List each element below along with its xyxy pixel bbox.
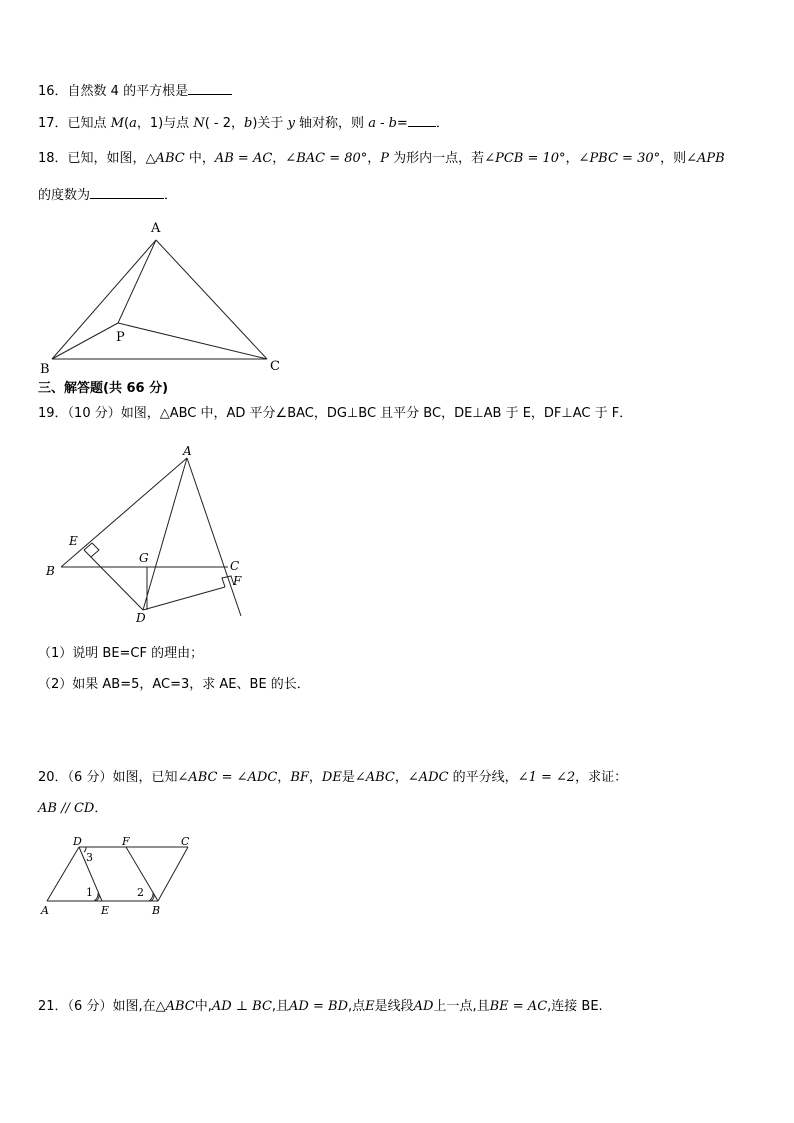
math-expression: AB // CD — [38, 801, 95, 816]
question-text: ． — [435, 116, 449, 131]
label-b: B — [40, 362, 50, 377]
question-19-sub2: （2）如果 AB=5，AC=3，求 AE、BE 的长． — [38, 677, 310, 692]
label-e: E — [101, 904, 110, 917]
question-text: ， — [367, 151, 381, 166]
question-text: ． — [164, 188, 178, 203]
label-a: A — [151, 221, 161, 236]
question-text: ,连接 BE. — [547, 999, 603, 1014]
math-var: AD — [413, 999, 434, 1014]
angle-label-3: 3 — [86, 851, 93, 864]
math-expression: ∠ABC — [354, 770, 395, 785]
math-expression: AB = AC — [214, 151, 273, 166]
question-text: ， — [277, 770, 291, 785]
math-expression: ∠PBC = 30° — [578, 151, 661, 166]
question-text: 的平分线， — [448, 770, 518, 785]
label-e: E — [69, 534, 78, 548]
question-text: ,且 — [271, 999, 290, 1014]
math-expression: ∠ABC = ∠ADC — [177, 770, 278, 785]
question-text: = — [396, 116, 408, 131]
math-expression: AD ⊥ BC — [211, 999, 272, 1014]
math-var: P — [380, 151, 390, 166]
label-c: C — [230, 559, 240, 573]
angle-label-1: 1 — [86, 886, 93, 899]
question-19: 19．（10 分）如图，△ABC 中，AD 平分∠BAC，DG⊥BC 且平分 BC，DE⊥AB 于 E，DF⊥AC 于 F． — [38, 406, 633, 421]
question-text: ， — [308, 770, 322, 785]
math-expression: ∠BAC = 80° — [285, 151, 368, 166]
math-var: N — [193, 116, 205, 131]
question-text: 中, — [194, 999, 212, 1014]
question-number: 16． — [38, 84, 68, 99]
label-f: F — [122, 835, 130, 848]
question-text: 已知点 — [67, 116, 111, 131]
label-f: F — [233, 574, 242, 588]
math-var: a — [129, 116, 137, 131]
question-text: 已知，如图， — [67, 151, 146, 166]
question-text: ,点 — [348, 999, 366, 1014]
question-text: 是线段 — [374, 999, 414, 1014]
math-var: b — [244, 116, 253, 131]
section-title: 三、解答题(共 66 分) — [38, 381, 169, 396]
math-expression: BE = AC — [489, 999, 548, 1014]
question-text: 轴对称，则 — [294, 116, 369, 131]
math-expression: a - b — [368, 116, 397, 131]
question-text: ( — [124, 116, 130, 131]
question-text: ，求证： — [575, 770, 628, 785]
label-g: G — [139, 551, 149, 565]
label-c: C — [270, 359, 280, 374]
question-text: 是 — [341, 770, 355, 785]
question-text: ( - 2， — [204, 116, 245, 131]
question-text: ， — [394, 770, 408, 785]
question-text: 自然数 4 的平方根是 — [67, 84, 189, 99]
angle-label-2: 2 — [137, 886, 144, 899]
math-var: BF — [290, 770, 309, 785]
question-text: ． — [94, 801, 108, 816]
math-expression: △ABC — [145, 151, 185, 166]
question-21 — [38, 998, 603, 1016]
math-expression: ∠1 = ∠2 — [517, 770, 576, 785]
label-b: B — [152, 904, 161, 917]
math-expression: △ABC — [155, 999, 195, 1014]
question-number: 18． — [38, 151, 68, 166]
question-text: 为形内一点，若 — [389, 151, 485, 166]
label-d: D — [136, 611, 146, 625]
question-text: ， — [272, 151, 286, 166]
question-text: 21．（6 分）如图,在 — [38, 999, 156, 1014]
label-d: D — [73, 835, 82, 848]
question-text: ， — [565, 151, 579, 166]
label-p: P — [116, 330, 125, 345]
question-text: ，1)与点 — [136, 116, 194, 131]
label-b: B — [46, 564, 55, 578]
question-number: 17． — [38, 116, 68, 131]
math-var: M — [110, 116, 124, 131]
question-text: 20．（6 分）如图，已知 — [38, 770, 178, 785]
question-text: ，则 — [660, 151, 687, 166]
label-c: C — [181, 835, 190, 848]
math-expression: ∠APB — [686, 151, 725, 166]
question-text: )关于 — [252, 116, 288, 131]
label-a: A — [183, 444, 192, 458]
math-var: E — [365, 999, 375, 1014]
math-var: y — [287, 116, 295, 131]
question-19-sub1: （1）说明 BE=CF 的理由； — [38, 646, 204, 661]
question-text: 中， — [184, 151, 215, 166]
math-expression: ∠ADC — [407, 770, 449, 785]
label-a: A — [41, 904, 49, 917]
question-text: 的度数为 — [38, 188, 91, 203]
math-expression: ∠PCB = 10° — [484, 151, 566, 166]
math-expression: AD = BD — [289, 999, 348, 1014]
math-var: DE — [321, 770, 342, 785]
question-text: 上一点,且 — [433, 999, 490, 1014]
